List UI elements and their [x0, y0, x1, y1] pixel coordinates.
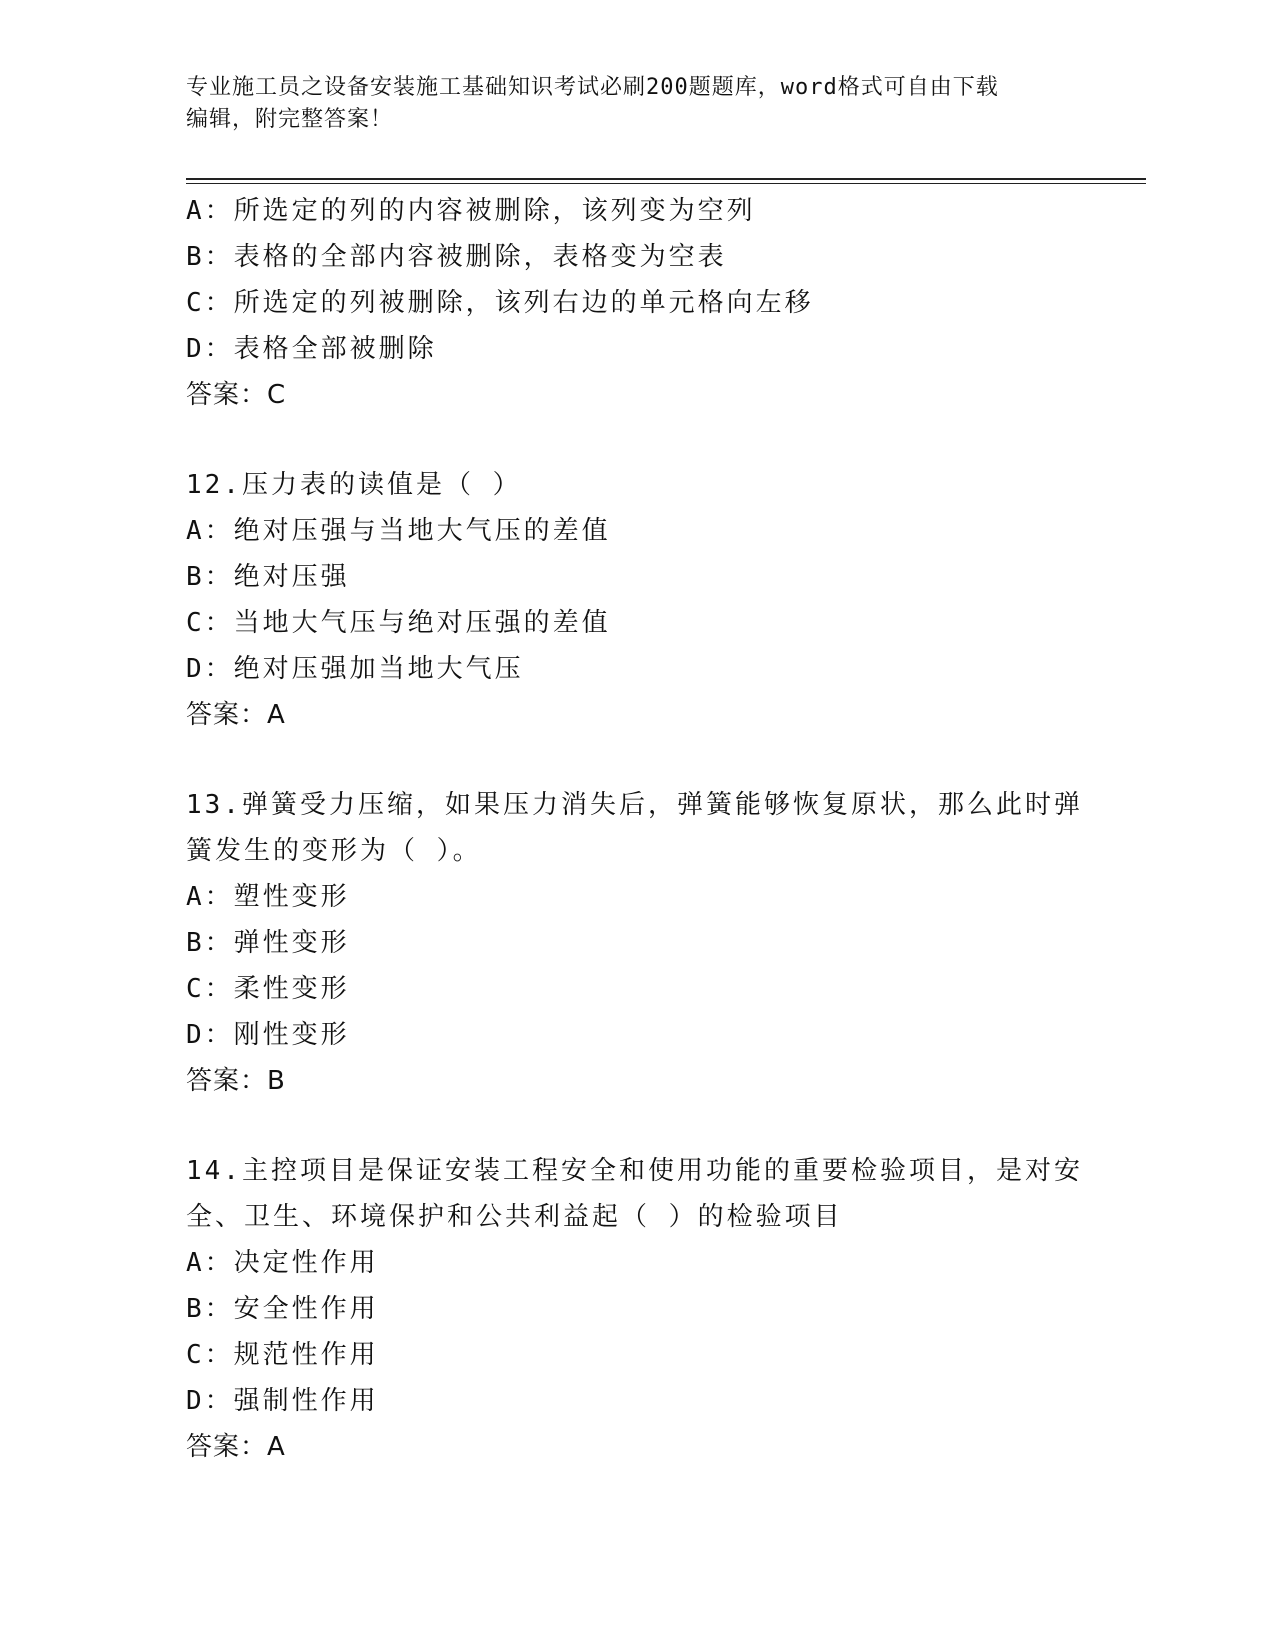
question-block-12	[186, 462, 1086, 738]
header-line-1: 专业施工员之设备安装施工基础知识考试必刷200题题库，word格式可自由下载	[186, 75, 999, 100]
option-d: D：绝对压强加当地大气压	[186, 654, 524, 684]
option-c: C：柔性变形	[186, 974, 350, 1004]
option-a: A：决定性作用	[186, 1248, 379, 1278]
header-divider-top	[186, 178, 1146, 180]
question-stem: 12.压力表的读值是（ ）	[186, 470, 522, 500]
document-body	[186, 188, 1086, 1470]
option-c: C：当地大气压与绝对压强的差值	[186, 608, 611, 638]
question-block-11	[186, 188, 1086, 418]
question-stem-line-2: 全、卫生、环境保护和公共利益起（ ）的检验项目	[186, 1202, 843, 1232]
option-d: D：表格全部被删除	[186, 334, 437, 364]
question-stem-line-1: 13.弹簧受力压缩，如果压力消失后，弹簧能够恢复原状，那么此时弹	[186, 790, 1083, 820]
question-stem-line-1: 14.主控项目是保证安装工程安全和使用功能的重要检验项目，是对安	[186, 1156, 1083, 1186]
option-c: C：规范性作用	[186, 1340, 379, 1370]
option-b: B：绝对压强	[186, 562, 350, 592]
answer-line: 答案：C	[186, 380, 287, 410]
option-b: B：表格的全部内容被删除，表格变为空表	[186, 242, 727, 272]
question-block-13	[186, 782, 1086, 1104]
option-a: A：所选定的列的内容被删除，该列变为空列	[186, 196, 756, 226]
answer-line: 答案：A	[186, 1432, 286, 1462]
answer-line: 答案：B	[186, 1066, 286, 1096]
header-line-2: 编辑，附完整答案！	[186, 107, 394, 132]
question-block-14	[186, 1148, 1086, 1470]
option-a: A：绝对压强与当地大气压的差值	[186, 516, 611, 546]
option-c: C：所选定的列被删除，该列右边的单元格向左移	[186, 288, 814, 318]
option-b: B：弹性变形	[186, 928, 350, 958]
header-divider-bottom	[186, 183, 1146, 184]
option-b: B：安全性作用	[186, 1294, 379, 1324]
option-a: A：塑性变形	[186, 882, 350, 912]
question-stem-line-2: 簧发生的变形为（ ）。	[186, 836, 482, 866]
option-d: D：刚性变形	[186, 1020, 350, 1050]
answer-line: 答案：A	[186, 700, 286, 730]
option-d: D：强制性作用	[186, 1386, 379, 1416]
document-header	[186, 72, 1086, 136]
